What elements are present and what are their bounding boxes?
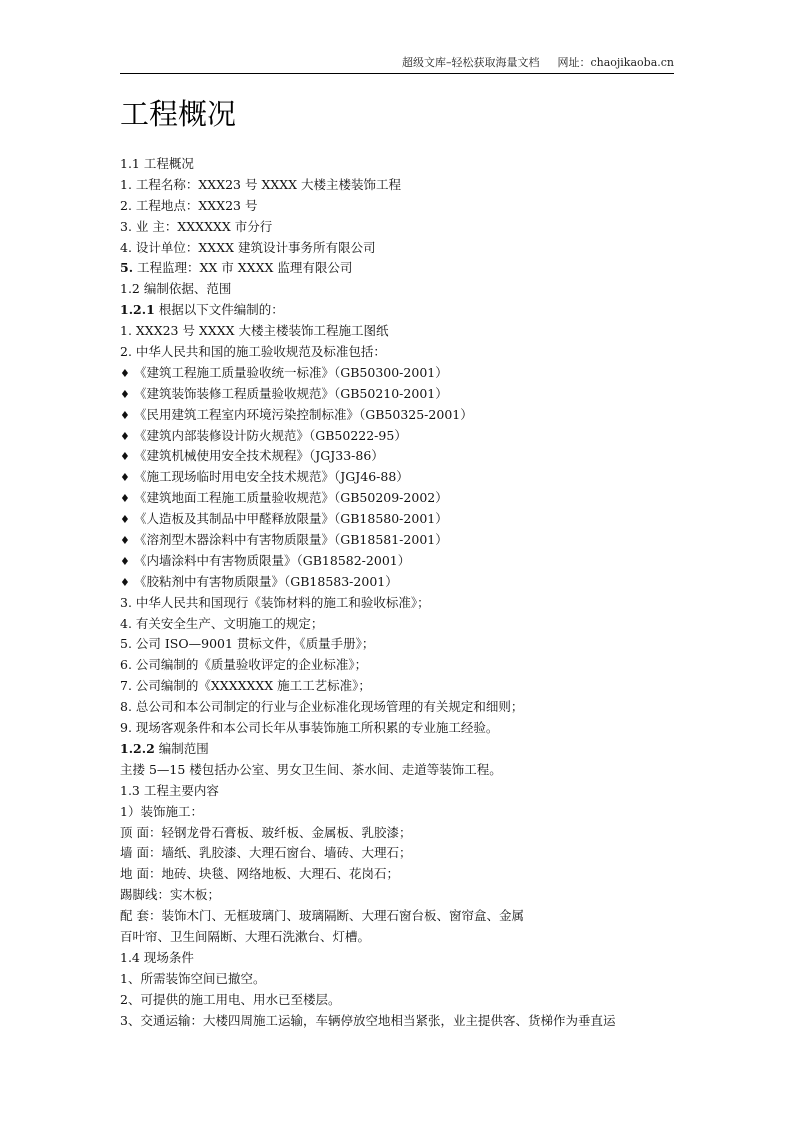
line-text: 根据以下文件编制的： bbox=[154, 302, 284, 318]
line-text: 《胶粘剂中有害物质限量》（GB18583-2001） bbox=[134, 573, 398, 589]
text-line bbox=[120, 279, 680, 300]
diamond-bullet-icon: ♦ bbox=[120, 575, 130, 589]
text-line bbox=[120, 864, 680, 885]
line-text: 3. 业 主：XXXXXX 市分行 bbox=[120, 218, 273, 234]
line-text: 4. 设计单位：XXXX 建筑设计事务所有限公司 bbox=[120, 239, 376, 255]
text-line bbox=[120, 781, 680, 802]
standard-list-item bbox=[120, 488, 680, 509]
text-line bbox=[120, 614, 680, 635]
standard-list-item bbox=[120, 363, 680, 384]
line-text: 6. 公司编制的《质量验收评定的企业标准》； bbox=[120, 657, 368, 673]
line-text: 《人造板及其制品中甲醛释放限量》（GB18580-2001） bbox=[134, 511, 448, 527]
section-heading-line bbox=[120, 300, 680, 321]
line-text: 主搂 5—15 楼包括办公室、男女卫生间、茶水间、走道等装饰工程。 bbox=[120, 761, 502, 777]
line-text: 2. 中华人民共和国的施工验收规范及标准包括： bbox=[120, 344, 386, 360]
text-line bbox=[120, 823, 680, 844]
text-line bbox=[120, 927, 680, 948]
standard-list-item bbox=[120, 467, 680, 488]
line-text: 《建筑机械使用安全技术规程》（JGJ33-86） bbox=[134, 448, 384, 464]
diamond-bullet-icon: ♦ bbox=[120, 429, 130, 443]
line-text: 1）装饰施工： bbox=[120, 803, 203, 819]
document-body bbox=[120, 154, 680, 1031]
standard-list-item bbox=[120, 551, 680, 572]
text-line bbox=[120, 238, 680, 259]
section-number: 1.2.1 bbox=[120, 302, 155, 318]
line-text: 1、所需装饰空间已撤空。 bbox=[120, 970, 266, 986]
standard-list-item bbox=[120, 446, 680, 467]
text-line bbox=[120, 676, 680, 697]
line-text: 1.4 现场条件 bbox=[120, 949, 194, 965]
line-text: 《建筑工程施工质量验收统一标准》（GB50300-2001） bbox=[134, 364, 448, 380]
standard-list-item bbox=[120, 405, 680, 426]
line-text: 配 套：装饰木门、无框玻璃门、玻璃隔断、大理石窗台板、窗帘盒、金属 bbox=[120, 908, 524, 924]
line-text: 1.1 工程概况 bbox=[120, 156, 194, 171]
line-text: 《建筑内部装修设计防火规范》（GB50222-95） bbox=[134, 427, 407, 443]
line-text: 墙 面：墙纸、乳胶漆、大理石窗台、墙砖、大理石； bbox=[120, 845, 412, 861]
diamond-bullet-icon: ♦ bbox=[120, 387, 130, 401]
line-text: 《内墙涂料中有害物质限量》（GB18582-2001） bbox=[134, 552, 411, 568]
diamond-bullet-icon: ♦ bbox=[120, 554, 130, 568]
text-line bbox=[120, 697, 680, 718]
diamond-bullet-icon: ♦ bbox=[120, 366, 130, 380]
line-text: 3、交通运输：大楼四周施工运输，车辆停放空地相当紧张，业主提供客、货梯作为垂直运 bbox=[120, 1012, 616, 1028]
section-heading-line bbox=[120, 739, 680, 760]
line-text: 9. 现场客观条件和本公司长年从事装饰施工所积累的专业施工经验。 bbox=[120, 720, 499, 736]
text-line bbox=[120, 175, 680, 196]
line-text: 2、可提供的施工用电、用水已至楼层。 bbox=[120, 991, 341, 1007]
text-line bbox=[120, 990, 680, 1011]
section-heading-line bbox=[120, 258, 680, 279]
standard-list-item bbox=[120, 384, 680, 405]
standard-list-item bbox=[120, 509, 680, 530]
line-text: 地 面：地砖、块毯、网络地板、大理石、花岗石； bbox=[120, 866, 399, 882]
text-line bbox=[120, 906, 680, 927]
line-text: 《建筑装饰装修工程质量验收规范》（GB50210-2001） bbox=[134, 385, 448, 401]
text-line bbox=[120, 196, 680, 217]
diamond-bullet-icon: ♦ bbox=[120, 513, 130, 527]
standard-list-item bbox=[120, 530, 680, 551]
line-text: 2. 工程地点：XXX23 号 bbox=[120, 197, 258, 213]
document-title: 工程概况 bbox=[120, 97, 237, 131]
text-line bbox=[120, 321, 680, 342]
text-line bbox=[120, 154, 680, 175]
line-text: 7. 公司编制的《XXXXXXX 施工工艺标准》； bbox=[120, 678, 371, 694]
section-number: 1.2.2 bbox=[120, 740, 155, 756]
page-header bbox=[120, 56, 674, 70]
line-text: 4. 有关安全生产、文明施工的规定； bbox=[120, 615, 324, 631]
line-text: 《建筑地面工程施工质量验收规范》（GB50209-2002） bbox=[134, 490, 448, 506]
text-line bbox=[120, 1011, 680, 1032]
header-url: 网址：chaojikaoba.cn bbox=[557, 56, 674, 69]
text-line bbox=[120, 843, 680, 864]
line-text: 《民用建筑工程室内环境污染控制标准》（GB50325-2001） bbox=[134, 406, 473, 422]
diamond-bullet-icon: ♦ bbox=[120, 450, 130, 464]
diamond-bullet-icon: ♦ bbox=[120, 492, 130, 506]
text-line bbox=[120, 593, 680, 614]
diamond-bullet-icon: ♦ bbox=[120, 408, 130, 422]
text-line bbox=[120, 969, 680, 990]
text-line bbox=[120, 718, 680, 739]
line-text: 编制范围 bbox=[154, 740, 209, 756]
line-text: 顶 面：轻钢龙骨石膏板、玻纤板、金属板、乳胶漆； bbox=[120, 824, 412, 840]
line-text: 百叶帘、卫生间隔断、大理石洗漱台、灯槽。 bbox=[120, 928, 371, 944]
line-text: 《施工现场临时用电安全技术规范》（JGJ46-88） bbox=[134, 469, 409, 485]
standard-list-item bbox=[120, 572, 680, 593]
line-text: 踢脚线：实木板； bbox=[120, 887, 221, 903]
standard-list-item bbox=[120, 426, 680, 447]
text-line bbox=[120, 948, 680, 969]
text-line bbox=[120, 342, 680, 363]
text-line bbox=[120, 885, 680, 906]
line-text: 《溶剂型木器涂料中有害物质限量》（GB18581-2001） bbox=[134, 532, 448, 548]
line-text: 1. XXX23 号 XXXX 大楼主楼装饰工程施工图纸 bbox=[120, 323, 389, 339]
line-text: 1.2 编制依据、范围 bbox=[120, 281, 232, 297]
text-line bbox=[120, 217, 680, 238]
line-text: 工程监理：XX 市 XXXX 监理有限公司 bbox=[133, 260, 353, 276]
text-line bbox=[120, 634, 680, 655]
line-text: 1. 工程名称：XXX23 号 XXXX 大楼主楼装饰工程 bbox=[120, 176, 402, 192]
text-line bbox=[120, 760, 680, 781]
line-text: 1.3 工程主要内容 bbox=[120, 782, 219, 798]
diamond-bullet-icon: ♦ bbox=[120, 534, 130, 548]
line-text: 8. 总公司和本公司制定的行业与企业标准化现场管理的有关规定和细则； bbox=[120, 699, 524, 715]
section-number: 5. bbox=[120, 260, 134, 276]
header-rule bbox=[120, 73, 674, 74]
diamond-bullet-icon: ♦ bbox=[120, 471, 130, 485]
line-text: 5. 公司 ISO—9001 贯标文件，《质量手册》； bbox=[120, 636, 375, 652]
line-text: 3. 中华人民共和国现行《装饰材料的施工和验收标准》； bbox=[120, 594, 430, 610]
text-line bbox=[120, 802, 680, 823]
text-line bbox=[120, 655, 680, 676]
header-site-name: 超级文库–轻松获取海量文档 bbox=[401, 56, 540, 69]
